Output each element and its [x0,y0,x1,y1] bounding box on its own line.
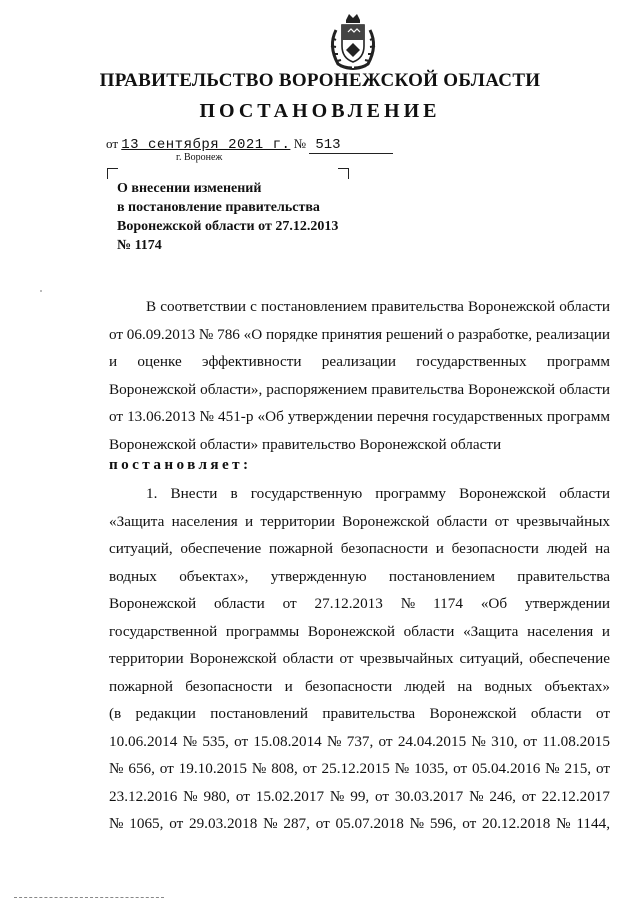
date-prefix: от [106,136,119,151]
text-line: № 656, от 19.10.2015 № 808, от 25.12.2015 № 1035, от 05.04.2016 № 215, от [109,760,610,777]
text-line: от 06.09.2013 № 786 «О порядке принятия решений о разработке, реализации [109,325,610,343]
subject-line: О внесении изменений [117,181,262,196]
city-label: г. Воронеж [176,152,223,163]
text-line: Воронежской области», распоряжением правительства Воронежской области [109,380,610,398]
text-line: 1. Внести в государственную программу Воронежской области [146,485,610,502]
government-title: ПРАВИТЕЛЬСТВО ВОРОНЕЖСКОЙ ОБЛАСТИ [99,70,541,91]
coat-of-arms-icon [324,10,382,72]
subject-corner-right [338,168,349,179]
text-line: 23.12.2016 № 980, от 15.02.2017 № 99, от 30.03.2017 № 246, от 22.12.2017 [109,787,610,805]
text-line: ситуаций, обеспечение пожарной безопасности и безопасности людей на [109,540,610,557]
text-line: Воронежской области от 27.12.2013 № 1174 «Об утверждении [109,595,610,612]
text-line: 10.06.2014 № 535, от 15.08.2014 № 737, от 24.04.2015 № 310, от 11.08.2015 [109,732,610,750]
text-line: от 13.06.2013 № 451-р «Об утверждении перечня государственных программ [109,408,610,425]
subject-line: в постановление правительства [117,200,320,215]
text-line: № 1065, от 29.03.2018 № 287, от 05.07.2018 № 596, от 20.12.2018 № 1144, [109,815,610,832]
subject-corner-left [107,168,118,179]
text-line: Воронежской области» правительство Воронежской области [109,435,502,453]
footer-rule [14,897,164,898]
subject-line: Воронежской области от 27.12.2013 [117,219,339,234]
number-prefix: № [293,136,307,151]
decree-date: 13 сентября 2021 г. [121,137,291,153]
text-line: государственной программы Воронежской области «Защита населения и [109,622,610,640]
date-number-line [106,136,393,154]
document-type: ПОСТАНОВЛЕНИЕ [199,100,441,122]
text-line: и оценке эффективности реализации государственных программ [109,353,610,370]
text-line: территории Воронежской области от чрезвычайных ситуаций, обеспечение [109,650,610,667]
decree-subject [117,179,377,255]
subject-line: № 1174 [117,238,162,253]
text-line: (в редакции постановлений правительства Воронежской области от [109,705,610,722]
item-1-paragraph [109,480,610,838]
text-line: водных объектах», утвержденную постановлением правительства [109,567,610,585]
decree-number: 513 [309,137,393,154]
text-line: «Защита населения и территории Воронежской области от чрезвычайных [109,512,610,530]
preamble-paragraph [109,293,610,458]
decree-word: постановляет: [109,456,252,473]
scan-mark [40,290,42,292]
text-line: пожарной безопасности и безопасности людей на водных объектах» [109,677,610,695]
text-line: В соответствии с постановлением правительства Воронежской области [146,298,610,315]
